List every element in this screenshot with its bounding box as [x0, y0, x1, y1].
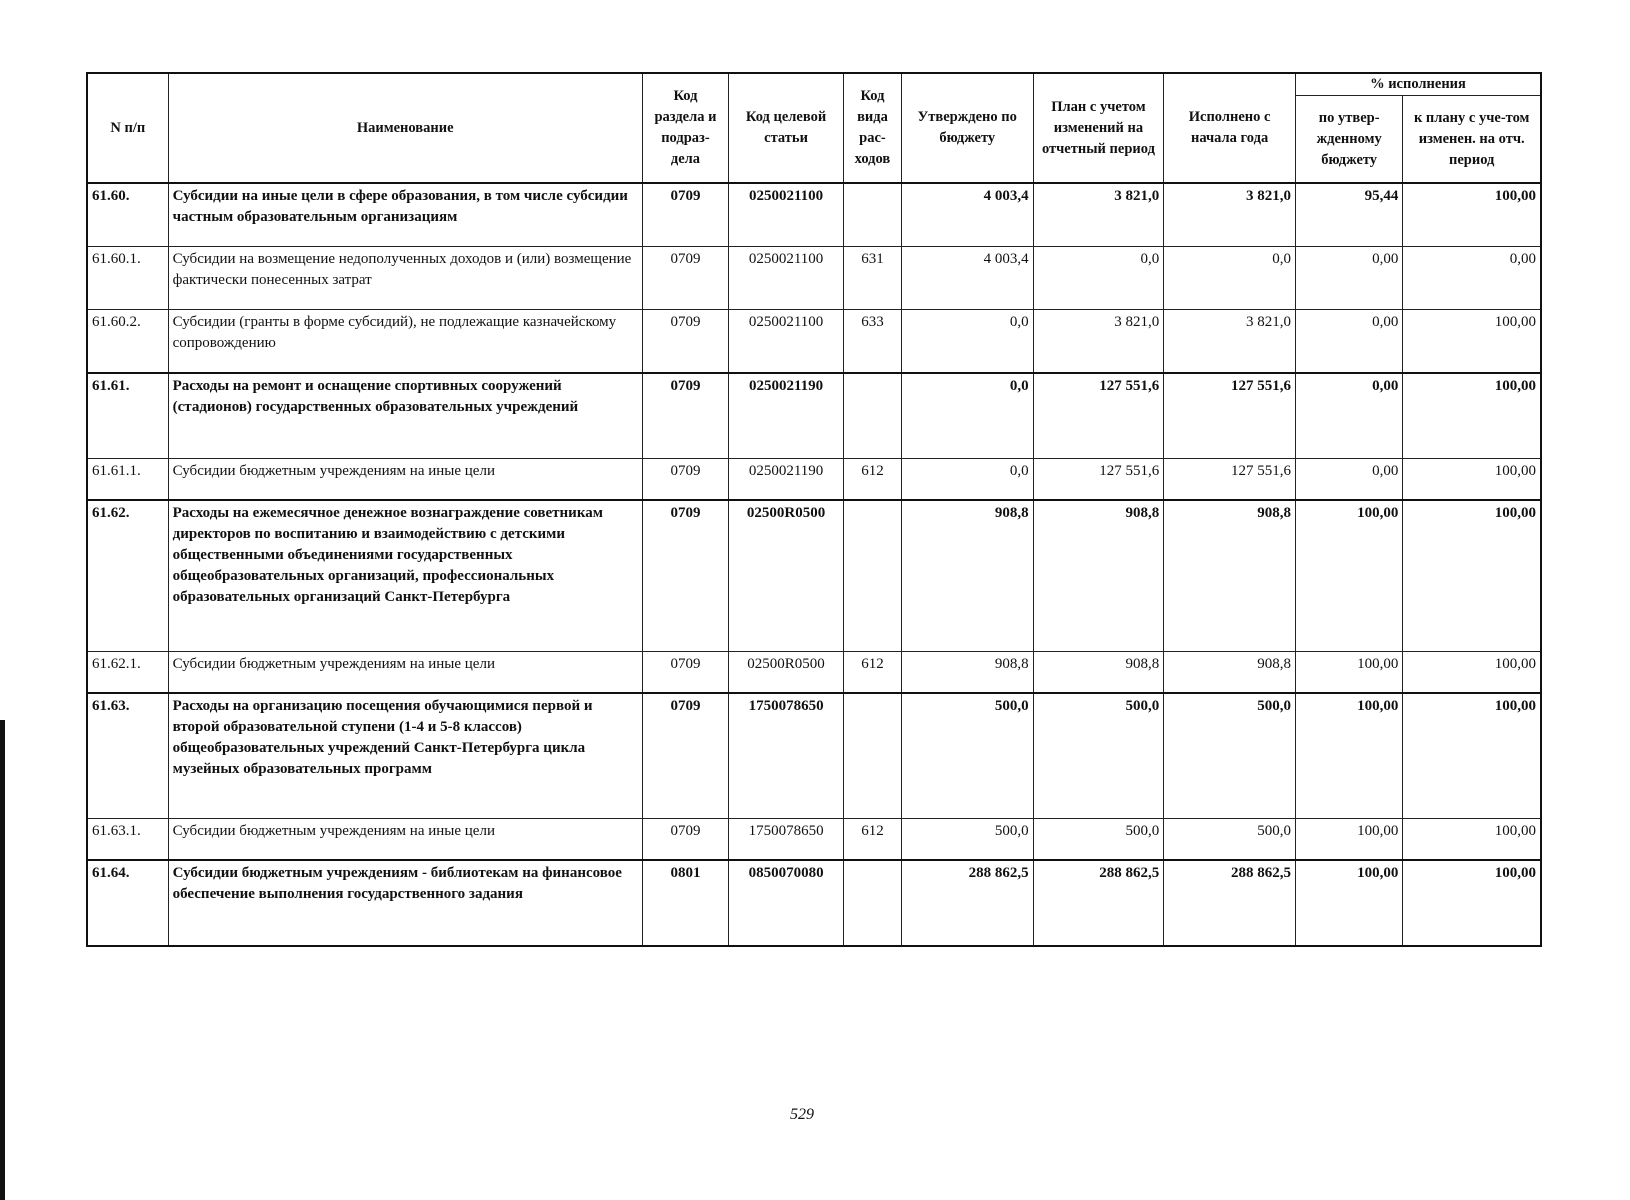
header-pct-plan: к плану с уче-том изменен. на отч. период: [1403, 96, 1541, 184]
cell-approved: 500,0: [901, 819, 1033, 861]
header-target: Код целевой статьи: [729, 73, 844, 183]
cell-target: 0250021100: [729, 183, 844, 247]
cell-pct-budget: 0,00: [1295, 459, 1402, 501]
cell-name: Субсидии на иные цели в сфере образования, в том числе субсидии частным образовательным организациям: [168, 183, 642, 247]
header-executed: Исполнено с начала года: [1164, 73, 1296, 183]
cell-section: 0709: [642, 247, 728, 310]
table-row: [87, 247, 1541, 310]
cell-approved: 908,8: [901, 500, 1033, 652]
header-pct-budget: по утвер-жденному бюджету: [1295, 96, 1402, 184]
cell-pct-budget: 100,00: [1295, 860, 1402, 946]
cell-num: 61.60.2.: [87, 310, 168, 374]
cell-pct-budget: 95,44: [1295, 183, 1402, 247]
cell-target: 1750078650: [729, 819, 844, 861]
cell-target: 0250021100: [729, 310, 844, 374]
cell-pct-plan: 100,00: [1403, 310, 1541, 374]
cell-section: 0709: [642, 500, 728, 652]
header-approved: Утверждено по бюджету: [901, 73, 1033, 183]
cell-approved: 0,0: [901, 373, 1033, 459]
cell-plan: 3 821,0: [1033, 310, 1164, 374]
cell-name: Субсидии на возмещение недополученных доходов и (или) возмещение фактически понесенных затрат: [168, 247, 642, 310]
cell-plan: 0,0: [1033, 247, 1164, 310]
cell-kind: 612: [843, 459, 901, 501]
page-number: 529: [790, 1106, 814, 1123]
cell-name: Расходы на ремонт и оснащение спортивных сооружений (стадионов) государственных образовательных учреждений: [168, 373, 642, 459]
cell-approved: 0,0: [901, 310, 1033, 374]
cell-executed: 0,0: [1164, 247, 1296, 310]
cell-name: Субсидии бюджетным учреждениям - библиотекам на финансовое обеспечение выполнения государственного задания: [168, 860, 642, 946]
cell-target: 1750078650: [729, 693, 844, 819]
cell-name: Субсидии бюджетным учреждениям на иные цели: [168, 819, 642, 861]
cell-pct-budget: 0,00: [1295, 310, 1402, 374]
cell-num: 61.60.1.: [87, 247, 168, 310]
cell-plan: 908,8: [1033, 500, 1164, 652]
cell-kind: 612: [843, 652, 901, 694]
cell-num: 61.61.: [87, 373, 168, 459]
cell-plan: 500,0: [1033, 819, 1164, 861]
cell-executed: 3 821,0: [1164, 183, 1296, 247]
cell-name: Расходы на ежемесячное денежное вознаграждение советникам директоров по воспитанию и взаимодействию с детскими общественными объединениями государственных общеобразовательных организаций, профессиональных образовательных организаций Санкт-Петербурга: [168, 500, 642, 652]
cell-kind: [843, 693, 901, 819]
cell-target: 0250021190: [729, 373, 844, 459]
cell-pct-plan: 0,00: [1403, 247, 1541, 310]
cell-pct-budget: 0,00: [1295, 247, 1402, 310]
cell-kind: [843, 183, 901, 247]
table-row: [87, 819, 1541, 861]
cell-num: 61.64.: [87, 860, 168, 946]
cell-approved: 908,8: [901, 652, 1033, 694]
cell-pct-budget: 100,00: [1295, 652, 1402, 694]
cell-num: 61.63.: [87, 693, 168, 819]
budget-report-table: [86, 72, 1542, 947]
cell-pct-plan: 100,00: [1403, 860, 1541, 946]
cell-target: 02500R0500: [729, 652, 844, 694]
cell-executed: 127 551,6: [1164, 459, 1296, 501]
cell-num: 61.63.1.: [87, 819, 168, 861]
cell-section: 0709: [642, 819, 728, 861]
cell-name: Субсидии (гранты в форме субсидий), не подлежащие казначейскому сопровождению: [168, 310, 642, 374]
cell-section: 0709: [642, 310, 728, 374]
header-plan: План с учетом изменений на отчетный период: [1033, 73, 1164, 183]
cell-plan: 288 862,5: [1033, 860, 1164, 946]
table-row: [87, 500, 1541, 652]
cell-plan: 908,8: [1033, 652, 1164, 694]
cell-num: 61.62.: [87, 500, 168, 652]
cell-target: 0250021190: [729, 459, 844, 501]
header-kind: Код вида рас-ходов: [843, 73, 901, 183]
cell-plan: 500,0: [1033, 693, 1164, 819]
cell-name: Субсидии бюджетным учреждениям на иные цели: [168, 459, 642, 501]
cell-approved: 0,0: [901, 459, 1033, 501]
cell-name: Субсидии бюджетным учреждениям на иные цели: [168, 652, 642, 694]
cell-approved: 4 003,4: [901, 183, 1033, 247]
cell-target: 02500R0500: [729, 500, 844, 652]
cell-num: 61.61.1.: [87, 459, 168, 501]
cell-pct-plan: 100,00: [1403, 183, 1541, 247]
cell-plan: 127 551,6: [1033, 459, 1164, 501]
table-row: [87, 459, 1541, 501]
header-percent: % исполнения: [1295, 73, 1541, 96]
cell-executed: 127 551,6: [1164, 373, 1296, 459]
cell-kind: 633: [843, 310, 901, 374]
table-row: [87, 860, 1541, 946]
cell-plan: 3 821,0: [1033, 183, 1164, 247]
table-row: [87, 652, 1541, 694]
cell-pct-plan: 100,00: [1403, 652, 1541, 694]
table-body: [87, 183, 1541, 946]
cell-executed: 908,8: [1164, 652, 1296, 694]
cell-name: Расходы на организацию посещения обучающимися первой и второй образовательной ступени (1-4 и 5-8 классов) общеобразовательных учреждений Санкт-Петербурга цикла музейных образовательных программ: [168, 693, 642, 819]
cell-section: 0709: [642, 183, 728, 247]
scan-edge: [0, 720, 5, 1200]
cell-num: 61.60.: [87, 183, 168, 247]
cell-kind: [843, 860, 901, 946]
table-row: [87, 310, 1541, 374]
cell-target: 0250021100: [729, 247, 844, 310]
table-header: [87, 73, 1541, 183]
table-row: [87, 183, 1541, 247]
cell-section: 0709: [642, 652, 728, 694]
cell-kind: [843, 373, 901, 459]
cell-executed: 3 821,0: [1164, 310, 1296, 374]
cell-executed: 908,8: [1164, 500, 1296, 652]
cell-executed: 288 862,5: [1164, 860, 1296, 946]
cell-kind: 631: [843, 247, 901, 310]
header-name: Наименование: [168, 73, 642, 183]
cell-approved: 500,0: [901, 693, 1033, 819]
table-row: [87, 693, 1541, 819]
table-row: [87, 373, 1541, 459]
cell-plan: 127 551,6: [1033, 373, 1164, 459]
cell-target: 0850070080: [729, 860, 844, 946]
cell-executed: 500,0: [1164, 819, 1296, 861]
cell-executed: 500,0: [1164, 693, 1296, 819]
cell-section: 0801: [642, 860, 728, 946]
cell-kind: [843, 500, 901, 652]
cell-section: 0709: [642, 693, 728, 819]
cell-pct-plan: 100,00: [1403, 459, 1541, 501]
cell-kind: 612: [843, 819, 901, 861]
cell-pct-budget: 100,00: [1295, 819, 1402, 861]
cell-pct-plan: 100,00: [1403, 693, 1541, 819]
header-section: Код раздела и подраз-дела: [642, 73, 728, 183]
cell-num: 61.62.1.: [87, 652, 168, 694]
cell-pct-budget: 100,00: [1295, 500, 1402, 652]
cell-approved: 4 003,4: [901, 247, 1033, 310]
cell-approved: 288 862,5: [901, 860, 1033, 946]
cell-section: 0709: [642, 459, 728, 501]
cell-section: 0709: [642, 373, 728, 459]
cell-pct-plan: 100,00: [1403, 373, 1541, 459]
cell-pct-budget: 100,00: [1295, 693, 1402, 819]
cell-pct-plan: 100,00: [1403, 819, 1541, 861]
cell-pct-plan: 100,00: [1403, 500, 1541, 652]
header-num: N п/п: [87, 73, 168, 183]
cell-pct-budget: 0,00: [1295, 373, 1402, 459]
